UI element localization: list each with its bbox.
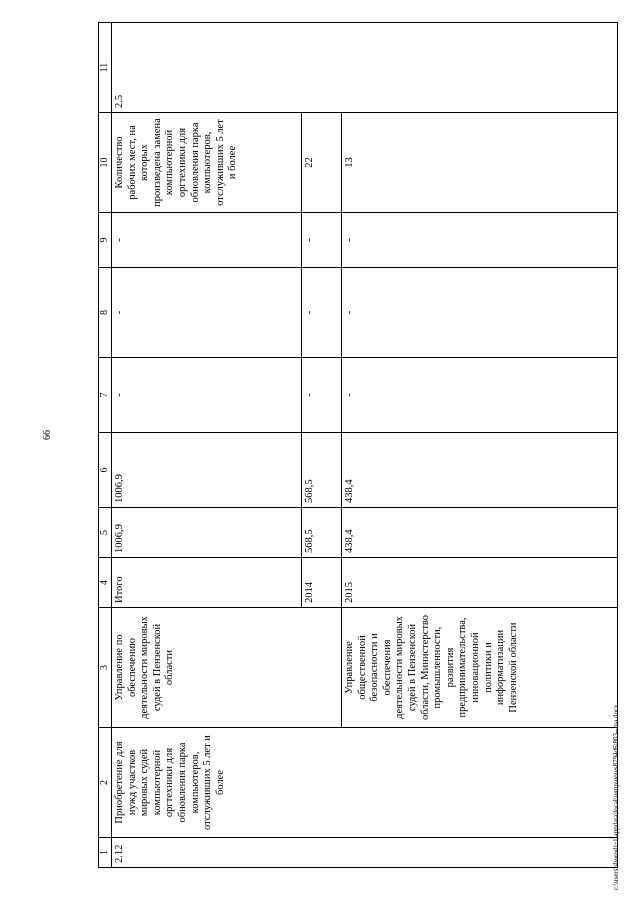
value-cell: 438,4 xyxy=(342,433,618,508)
indicator-cell: Количество рабочих мест, на которых произведена замена компьютерной оргтехники для обновления парка компьютеров, отслуживших 5 лет и более xyxy=(112,113,302,213)
header-row xyxy=(99,23,112,868)
indicator-value-cell: 22 xyxy=(302,113,342,213)
value-cell: - xyxy=(112,213,302,268)
header-cell: 11 xyxy=(99,23,112,113)
value-cell: - xyxy=(342,213,618,268)
total-cell: 568,5 xyxy=(302,508,342,558)
value-cell: - xyxy=(342,358,618,433)
program-table xyxy=(98,23,618,868)
value-cell: - xyxy=(112,358,302,433)
total-cell: 438,4 xyxy=(342,508,618,558)
responsible-cell: Управление по обеспечению деятельности мировых судей в Пензенской области xyxy=(112,608,342,728)
header-cell: 6 xyxy=(99,433,112,508)
header-cell: 2 xyxy=(99,728,112,838)
header-cell: 1 xyxy=(99,838,112,868)
value-cell: 568,5 xyxy=(302,433,342,508)
value-cell: 2.5 xyxy=(112,23,618,113)
header-cell: 5 xyxy=(99,508,112,558)
value-cell: - xyxy=(302,358,342,433)
header-cell: 4 xyxy=(99,558,112,608)
value-cell: - xyxy=(302,213,342,268)
indicator-value-cell: 13 xyxy=(342,113,618,213)
value-cell: - xyxy=(342,268,618,358)
responsible-cell: Управление общественной безопасности и обеспечения деятельности мировых судей в Пензенской области, Министерство промышленности, развития предпринимательства, инновационной политики и информатизации Пензенской области xyxy=(342,608,618,728)
header-cell: 3 xyxy=(99,608,112,728)
page-number: 66 xyxy=(42,430,53,440)
footer-file-path: c:\users\sborodi~1\appdata\local\temp\notes8794d6\803--ma.docx xyxy=(612,704,620,890)
value-cell: - xyxy=(302,268,342,358)
header-cell: 10 xyxy=(99,113,112,213)
table-row xyxy=(112,23,302,868)
value-cell: - xyxy=(112,268,302,358)
value-cell: 1006,9 xyxy=(112,433,302,508)
header-cell: 7 xyxy=(99,358,112,433)
header-cell: 8 xyxy=(99,268,112,358)
total-cell: 1006,9 xyxy=(112,508,302,558)
year-cell: 2014 xyxy=(302,558,342,608)
year-cell: Итого xyxy=(112,558,302,608)
header-cell: 9 xyxy=(99,213,112,268)
row-number: 2.12 xyxy=(112,838,618,868)
year-cell: 2015 xyxy=(342,558,618,608)
activity-cell: Приобретение для нужд участков мировых судей компьютерной оргтехники для обновления парка компьютеров, отслуживших 5 лет и более xyxy=(112,728,618,838)
